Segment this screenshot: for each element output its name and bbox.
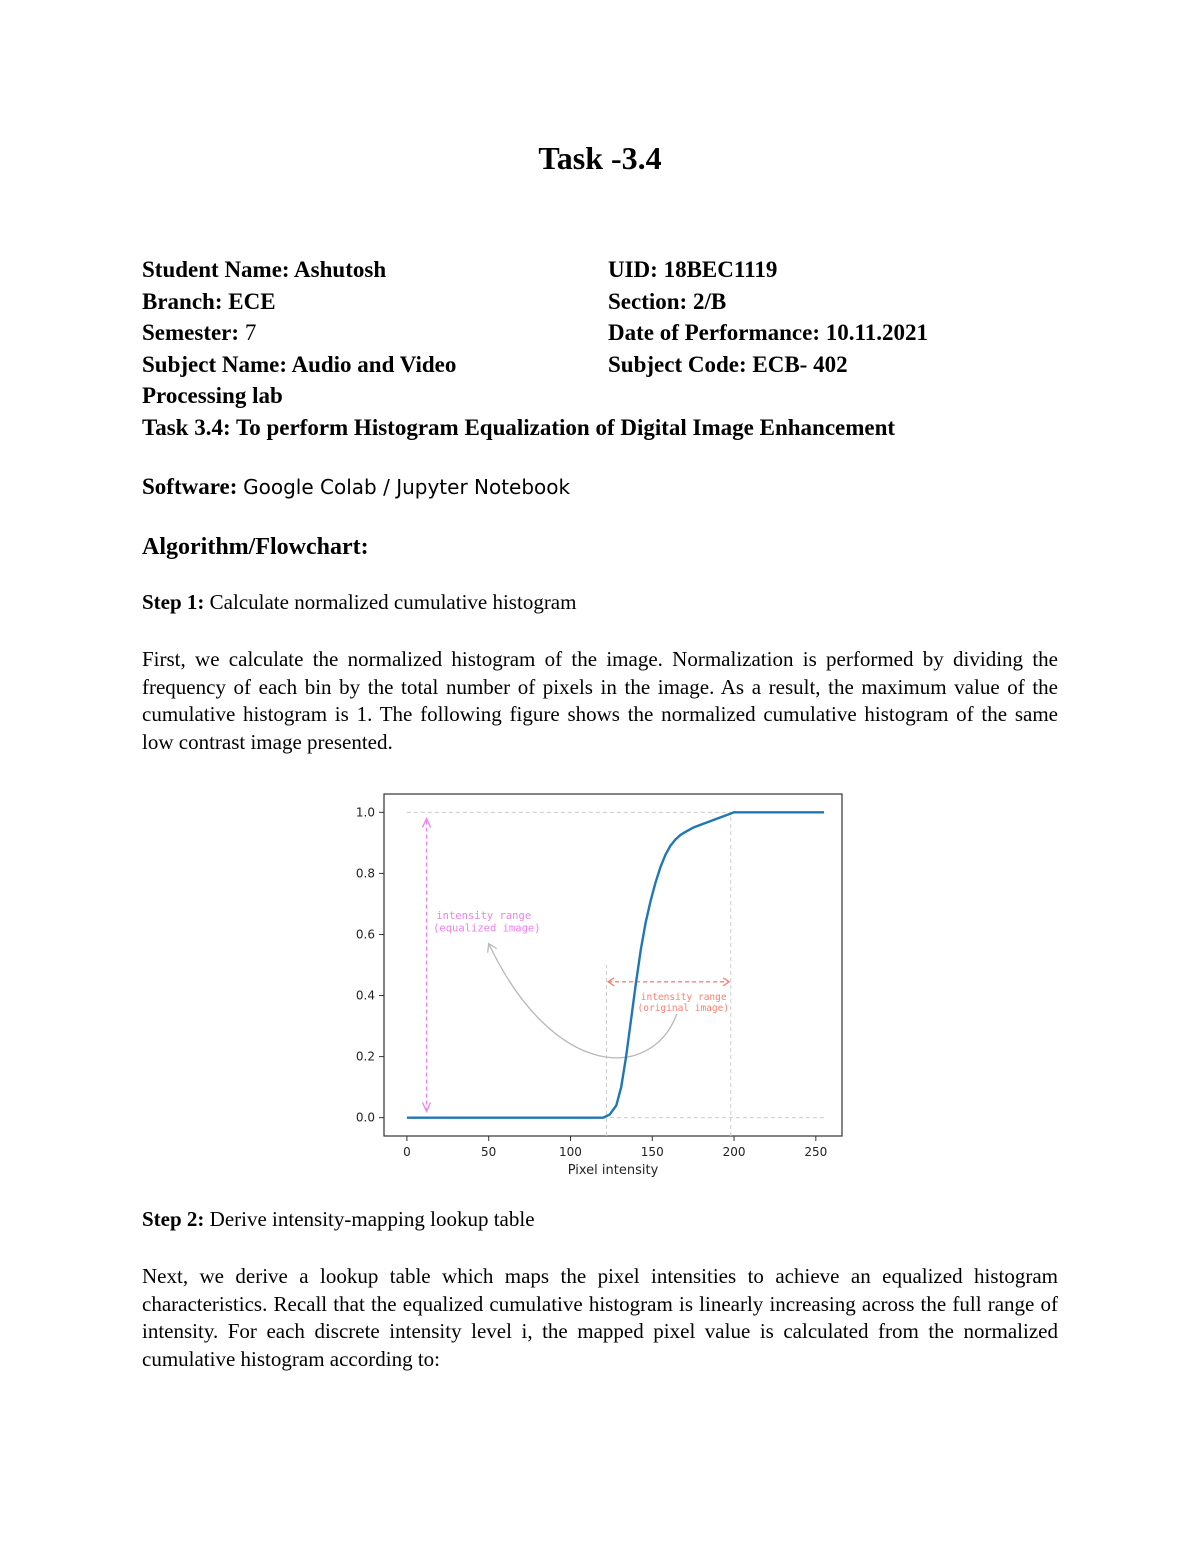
x-tick-label: 0 [403, 1145, 411, 1159]
uid: UID: 18BEC1119 [608, 257, 778, 282]
subject-name: Subject Name: Audio and Video [142, 351, 457, 377]
y-tick-label: 0.4 [355, 988, 375, 1003]
y-tick-label: 0.2 [355, 1049, 375, 1064]
step-2 [142, 1207, 535, 1232]
x-tick-label: 150 [640, 1145, 664, 1159]
paragraph-1: First, we calculate the normalized histogram of the image. Normalization is performed by dividing the frequency of each bin by the total number of pixels in the image. As a result, the maximum value of the cumulative histogram is 1. The following figure shows the normalized cumulative histogram of the same low contrast image presented. [142, 647, 1058, 754]
paragraph-2: Next, we derive a lookup table which maps the pixel intensities to achieve an equalized histogram characteristics. Recall that the equalized cumulative histogram is linearly increasing across the full range of intensity. For each discrete intensity level i, the mapped pixel value is calculated from the normalized cumulative histogram according to: [142, 1264, 1058, 1371]
equalized-range-label-2: (equalized image) [433, 922, 541, 935]
x-axis-label: Pixel intensity [567, 1163, 659, 1178]
step-2-label: Step 2: [142, 1207, 205, 1231]
date-of-performance: Date of Performance: 10.11.2021 [608, 320, 928, 345]
y-tick-label: 0.6 [355, 927, 375, 942]
y-tick-label: 0.8 [355, 866, 375, 881]
algorithm-heading: Algorithm/Flowchart: [142, 534, 369, 560]
section: Section: 2/B [608, 288, 727, 314]
student-info-block [142, 254, 1062, 443]
software-value: Google Colab / Jupyter Notebook [243, 475, 571, 499]
task-description: Task 3.4: To perform Histogram Equalization of Digital Image Enhancement [142, 414, 896, 440]
y-tick-label: 0.0 [355, 1110, 375, 1125]
semester-label: Semester: [142, 320, 240, 345]
software-line [142, 474, 570, 500]
software-label: Software: [142, 474, 238, 499]
page-title: Task -3.4 [538, 140, 662, 176]
x-tick-label: 250 [804, 1145, 828, 1159]
step-1 [142, 590, 576, 615]
y-tick-label: 1.0 [355, 805, 375, 820]
subject-name-cont: Processing lab [142, 383, 283, 408]
cumulative-histogram-figure [336, 784, 856, 1184]
student-name: Student Name: Ashutosh [142, 257, 387, 282]
semester [142, 317, 608, 349]
plot-frame [384, 794, 842, 1136]
original-range-label-2: (original image) [637, 1002, 730, 1014]
x-tick-label: 50 [481, 1145, 497, 1159]
subject-code: Subject Code: ECB- 402 [608, 351, 848, 377]
x-tick-label: 200 [722, 1145, 746, 1159]
semester-value: 7 [244, 320, 257, 345]
step-2-text: Derive intensity-mapping lookup table [209, 1207, 535, 1231]
equalized-range-label-1: intensity range [436, 910, 532, 923]
x-tick-label: 100 [559, 1145, 582, 1159]
step-1-text: Calculate normalized cumulative histogram [209, 590, 577, 614]
original-range-label-1: intensity range [640, 992, 727, 1004]
branch: Branch: ECE [142, 288, 276, 314]
step-1-label: Step 1: [142, 590, 205, 614]
cumulative-histogram-chart [336, 784, 856, 1184]
